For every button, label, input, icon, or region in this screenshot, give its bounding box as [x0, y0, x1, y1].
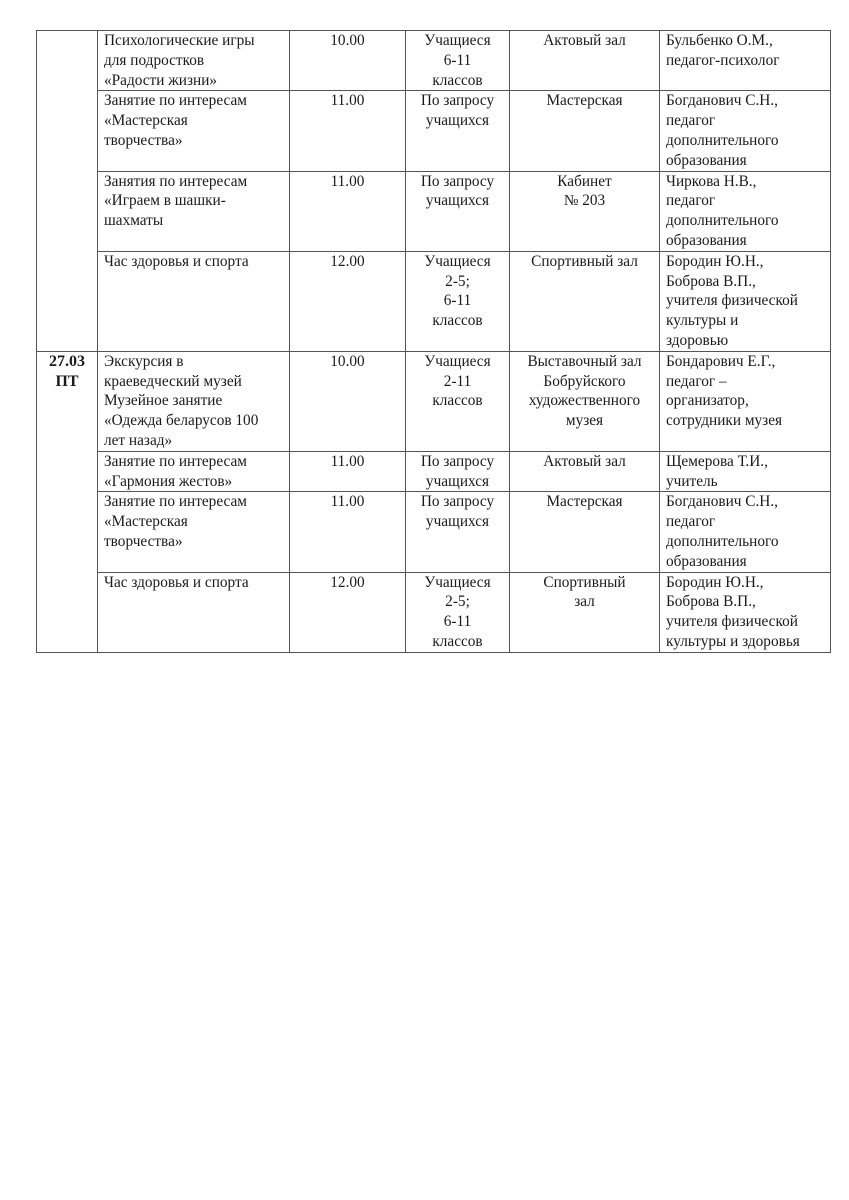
- responsible-cell: [660, 492, 831, 572]
- audience-cell-line: классов: [432, 632, 483, 650]
- responsible-cell-line: Чиркова Н.В.,: [666, 172, 757, 190]
- audience-cell: [406, 351, 510, 451]
- audience-cell: [406, 451, 510, 492]
- schedule-body: [37, 31, 831, 653]
- place-cell: [510, 171, 660, 251]
- place-cell: [510, 31, 660, 91]
- table-row: [37, 251, 831, 351]
- responsible-cell: [660, 251, 831, 351]
- responsible-cell-line: учителя физической: [666, 613, 798, 631]
- date-label: 27.03: [49, 352, 85, 370]
- responsible-cell: [660, 91, 831, 171]
- audience-cell-line: Учащиеся: [424, 352, 491, 370]
- event-cell-line: Час здоровья и спорта: [104, 252, 249, 270]
- audience-cell-line: классов: [432, 392, 483, 410]
- time-cell-text: 11.00: [330, 172, 365, 190]
- responsible-cell-line: педагог: [666, 513, 716, 531]
- audience-cell: [406, 171, 510, 251]
- responsible-cell-line: образования: [666, 552, 747, 570]
- responsible-cell-line: Бородин Ю.Н.,: [666, 252, 764, 270]
- place-cell-line: № 203: [563, 192, 606, 210]
- audience-cell: [406, 492, 510, 572]
- audience-cell-line: 6-11: [443, 613, 472, 631]
- table-row: [37, 572, 831, 652]
- place-cell: [510, 451, 660, 492]
- place-cell: [510, 251, 660, 351]
- time-cell-text: 11.00: [330, 452, 365, 470]
- time-cell: [290, 572, 406, 652]
- event-cell: [98, 31, 290, 91]
- place-cell: [510, 572, 660, 652]
- responsible-cell-line: здоровью: [666, 331, 729, 349]
- event-cell-line: шахматы: [104, 212, 164, 230]
- time-cell: [290, 492, 406, 572]
- responsible-cell: [660, 31, 831, 91]
- audience-cell-line: 6-11: [443, 51, 472, 69]
- time-cell-text: 10.00: [330, 352, 365, 370]
- responsible-cell-line: Богданович С.Н.,: [666, 92, 779, 110]
- time-cell-text: 12.00: [330, 573, 365, 591]
- time-cell: [290, 31, 406, 91]
- responsible-cell-line: учитель: [666, 472, 718, 490]
- responsible-cell: [660, 572, 831, 652]
- responsible-cell-line: учителя физической: [666, 292, 798, 310]
- event-cell: [98, 451, 290, 492]
- responsible-cell-line: Боброва В.П.,: [666, 272, 756, 290]
- place-cell-line: Актовый зал: [543, 32, 626, 49]
- audience-cell-line: учащихся: [425, 192, 490, 210]
- responsible-cell-line: образования: [666, 231, 747, 249]
- event-cell-line: «Играем в шашки-: [104, 192, 226, 210]
- responsible-cell-line: Щемерова Т.И.,: [666, 452, 768, 470]
- responsible-cell-line: образования: [666, 151, 747, 169]
- responsible-cell-line: педагог: [666, 192, 716, 210]
- event-cell-line: Занятие по интересам: [104, 452, 247, 470]
- audience-cell-line: 2-5;: [445, 272, 470, 290]
- place-cell-line: Спортивный: [543, 573, 626, 591]
- audience-cell-line: Учащиеся: [424, 573, 491, 591]
- event-cell-line: творчества»: [104, 532, 183, 550]
- time-cell: [290, 171, 406, 251]
- weekday-label: ПТ: [55, 372, 79, 390]
- responsible-cell-line: организатор,: [666, 392, 749, 410]
- table-row: [37, 31, 831, 91]
- audience-cell-line: учащихся: [425, 513, 490, 531]
- place-cell: [510, 492, 660, 572]
- responsible-cell-line: Богданович С.Н.,: [666, 493, 779, 511]
- table-row: [37, 351, 831, 451]
- audience-cell-line: 6-11: [443, 292, 472, 310]
- time-cell-text: 10.00: [330, 32, 365, 49]
- place-cell-line: Выставочный зал: [527, 352, 642, 370]
- time-cell-text: 11.00: [330, 493, 365, 511]
- place-cell-line: Мастерская: [546, 92, 623, 110]
- event-cell-line: Занятие по интересам: [104, 493, 247, 511]
- place-cell: [510, 351, 660, 451]
- event-cell-line: Занятие по интересам: [104, 92, 247, 110]
- responsible-cell-line: Бондарович Е.Г.,: [666, 352, 776, 370]
- event-cell-line: «Гармония жестов»: [104, 472, 233, 490]
- time-cell: [290, 351, 406, 451]
- schedule-table: [36, 30, 831, 653]
- audience-cell: [406, 251, 510, 351]
- place-cell-line: художественного: [528, 392, 641, 410]
- responsible-cell-line: педагог: [666, 112, 716, 130]
- audience-cell-line: учащихся: [425, 472, 490, 490]
- audience-cell: [406, 572, 510, 652]
- responsible-cell: [660, 351, 831, 451]
- table-row: [37, 171, 831, 251]
- audience-cell-line: По запросу: [420, 92, 495, 110]
- event-cell: [98, 572, 290, 652]
- time-cell: [290, 451, 406, 492]
- table-row: [37, 451, 831, 492]
- audience-cell-line: 2-5;: [445, 593, 470, 611]
- event-cell: [98, 251, 290, 351]
- time-cell-text: 12.00: [330, 252, 365, 270]
- audience-cell: [406, 91, 510, 171]
- place-cell-line: музея: [565, 412, 604, 430]
- event-cell-line: Занятия по интересам: [104, 172, 248, 190]
- audience-cell-line: По запросу: [420, 172, 495, 190]
- audience-cell-line: классов: [432, 312, 483, 330]
- event-cell-line: «Одежда беларусов 100: [104, 412, 259, 430]
- table-row: [37, 492, 831, 572]
- responsible-cell-line: сотрудники музея: [666, 412, 783, 430]
- date-cell: [37, 351, 98, 652]
- event-cell-line: лет назад»: [104, 431, 173, 449]
- event-cell-line: Экскурсия в: [104, 352, 184, 370]
- place-cell-line: Актовый зал: [543, 452, 626, 470]
- event-cell-line: Час здоровья и спорта: [104, 573, 249, 591]
- audience-cell-line: учащихся: [425, 112, 490, 130]
- place-cell-line: Кабинет: [557, 172, 612, 190]
- event-cell: [98, 171, 290, 251]
- time-cell: [290, 91, 406, 171]
- event-cell-line: «Радости жизни»: [104, 71, 218, 89]
- event-cell-line: для подростков: [104, 51, 205, 69]
- responsible-cell: [660, 171, 831, 251]
- audience-cell-line: классов: [432, 71, 483, 89]
- audience-cell-line: По запросу: [420, 452, 495, 470]
- audience-cell-line: По запросу: [420, 493, 495, 511]
- event-cell: [98, 351, 290, 451]
- place-cell-line: Бобруйского: [543, 372, 626, 390]
- audience-cell-line: 2-11: [443, 372, 472, 390]
- responsible-cell-line: Боброва В.П.,: [666, 593, 756, 611]
- responsible-cell-line: Бородин Ю.Н.,: [666, 573, 764, 591]
- audience-cell-line: Учащиеся: [424, 252, 491, 270]
- date-cell: [37, 31, 98, 352]
- place-cell-line: Мастерская: [546, 493, 623, 511]
- event-cell-line: Психологические игры: [104, 32, 255, 49]
- responsible-cell-line: дополнительного: [666, 131, 779, 149]
- responsible-cell-line: Бульбенко О.М.,: [666, 32, 773, 49]
- time-cell-text: 11.00: [330, 92, 365, 110]
- table-row: [37, 91, 831, 171]
- audience-cell-line: Учащиеся: [424, 32, 491, 49]
- responsible-cell-line: педагог-психолог: [666, 51, 780, 69]
- event-cell-line: краеведческий музей: [104, 372, 242, 390]
- time-cell: [290, 251, 406, 351]
- responsible-cell: [660, 451, 831, 492]
- responsible-cell-line: культуры и: [666, 312, 739, 330]
- event-cell-line: «Мастерская: [104, 112, 188, 130]
- responsible-cell-line: дополнительного: [666, 532, 779, 550]
- event-cell: [98, 492, 290, 572]
- event-cell-line: «Мастерская: [104, 513, 188, 531]
- event-cell-line: Музейное занятие: [104, 392, 223, 410]
- event-cell-line: творчества»: [104, 131, 183, 149]
- responsible-cell-line: дополнительного: [666, 212, 779, 230]
- event-cell: [98, 91, 290, 171]
- place-cell-line: Спортивный зал: [531, 252, 638, 270]
- place-cell-line: зал: [574, 593, 595, 611]
- audience-cell: [406, 31, 510, 91]
- responsible-cell-line: педагог –: [666, 372, 727, 390]
- place-cell: [510, 91, 660, 171]
- responsible-cell-line: культуры и здоровья: [666, 632, 800, 650]
